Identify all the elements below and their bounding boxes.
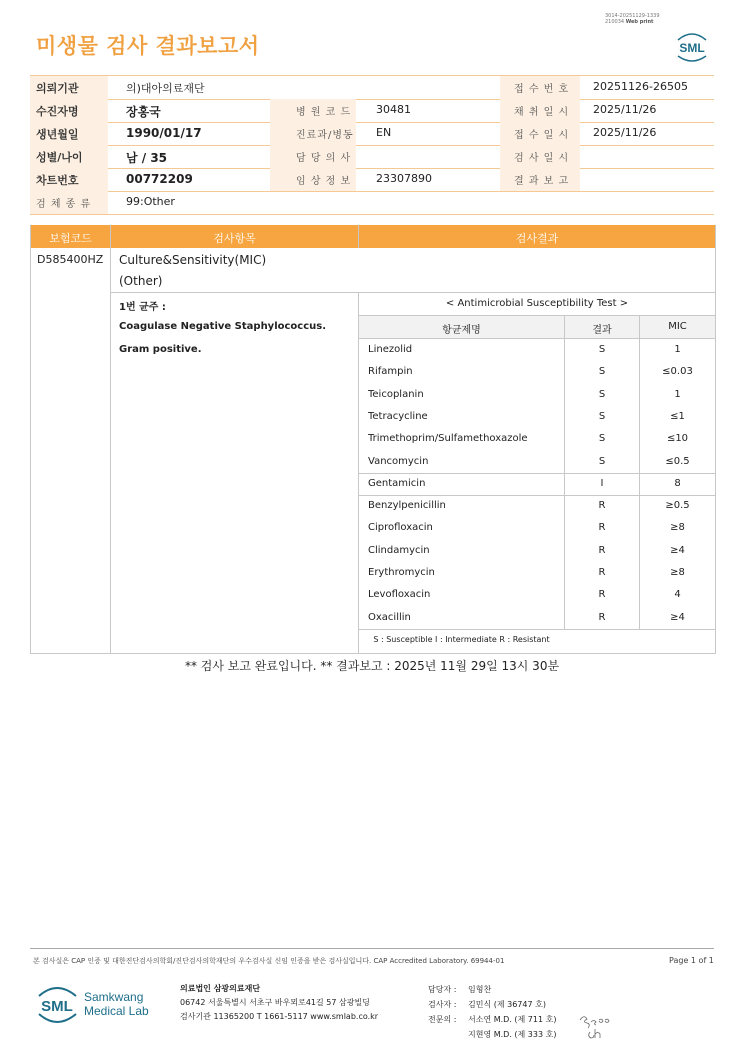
info-v1: 의)대아의료재단 bbox=[126, 82, 205, 95]
print-id: 3014-20251129-1339 210034 Web print bbox=[605, 13, 660, 25]
ast-mic: ≤0.5 bbox=[665, 455, 690, 467]
ast-mic: ≥0.5 bbox=[665, 500, 690, 512]
organism-label: 1번 균주 : bbox=[119, 302, 166, 313]
info-l2: 임 상 정 보 bbox=[296, 176, 352, 187]
info-v1: 남 / 35 bbox=[126, 151, 168, 165]
specimen-label: (Other) bbox=[119, 274, 163, 288]
ast-drug-name: Levofloxacin bbox=[368, 589, 431, 601]
info-v1: 장홍국 bbox=[126, 105, 161, 119]
info-v1: 99:Other bbox=[126, 195, 175, 208]
staff-row bbox=[428, 982, 556, 997]
corp-contact: 검사기관 11365200 T 1661-5117 www.smlab.co.kr bbox=[180, 1012, 379, 1021]
ast-drug-name: Oxacillin bbox=[368, 611, 411, 623]
organism-name: Coagulase Negative Staphylococcus. bbox=[119, 321, 327, 332]
header-insurance-code: 보험코드 bbox=[49, 232, 92, 245]
ast-mic: ≥4 bbox=[670, 544, 685, 556]
ast-mic: 1 bbox=[674, 388, 681, 400]
info-row bbox=[30, 145, 714, 169]
info-l3: 접 수 번 호 bbox=[514, 84, 570, 95]
staff-name: 지현영 M.D. (제 333 호) bbox=[468, 1030, 557, 1039]
staff-row bbox=[428, 997, 556, 1012]
header-test-item: 검사항목 bbox=[213, 232, 256, 245]
info-v3: 20251126-26505 bbox=[593, 80, 688, 93]
ast-mic: 8 bbox=[674, 477, 681, 489]
info-l1: 성별/나이 bbox=[36, 151, 83, 164]
info-l1: 차트번호 bbox=[36, 174, 79, 187]
ast-drug-name: Linezolid bbox=[368, 344, 413, 355]
info-v1: 00772209 bbox=[126, 172, 193, 186]
ast-mic: ≤1 bbox=[670, 410, 685, 422]
staff-row bbox=[428, 1027, 556, 1042]
info-v1: 1990/01/17 bbox=[126, 126, 202, 140]
ast-table bbox=[359, 292, 715, 653]
col-result: 결과 bbox=[592, 325, 612, 336]
insurance-code: D585400HZ bbox=[37, 253, 104, 266]
test-name: Culture&Sensitivity(MIC) bbox=[119, 253, 267, 267]
info-l1: 의뢰기관 bbox=[36, 82, 79, 95]
info-row bbox=[30, 191, 714, 215]
page-number: Page 1 of 1 bbox=[669, 956, 714, 965]
info-l2: 담 당 의 사 bbox=[296, 153, 352, 164]
ast-drug-name: Trimethoprim/Sulfamethoxazole bbox=[368, 433, 528, 445]
info-l3: 채 취 일 시 bbox=[514, 107, 570, 118]
ast-drug-name: Clindamycin bbox=[368, 544, 430, 556]
footer-logo-text: SML bbox=[41, 998, 73, 1015]
ast-result: R bbox=[598, 611, 606, 623]
staff-name: 서소연 M.D. (제 711 호) bbox=[468, 1015, 557, 1024]
ast-mic: ≥4 bbox=[670, 611, 685, 623]
staff-role: 전문의 : bbox=[428, 1015, 457, 1024]
signature-icon bbox=[578, 1010, 614, 1040]
ast-result: R bbox=[598, 544, 606, 556]
info-row bbox=[30, 76, 714, 100]
ast-drug-name: Vancomycin bbox=[368, 455, 429, 467]
info-v2: EN bbox=[376, 126, 392, 139]
staff-row bbox=[428, 1012, 556, 1027]
staff-role: 담당자 : bbox=[428, 985, 457, 994]
ast-drug-name: Gentamicin bbox=[368, 477, 426, 489]
ast-drug-name: Teicoplanin bbox=[368, 388, 424, 400]
corp-address: 06742 서울특별시 서초구 바우뫼로41길 57 삼광빌딩 bbox=[180, 998, 370, 1007]
ast-result: S bbox=[598, 344, 606, 355]
info-l1: 수진자명 bbox=[36, 105, 79, 118]
footer-divider bbox=[30, 948, 714, 949]
report-title: 미생물 검사 결과보고서 bbox=[36, 34, 260, 58]
info-row bbox=[30, 168, 714, 192]
ast-result: R bbox=[598, 567, 606, 578]
ast-drug-name: Benzylpenicillin bbox=[368, 500, 446, 512]
ast-result: S bbox=[598, 366, 606, 378]
ast-drug-name: Ciprofloxacin bbox=[368, 522, 433, 534]
ast-result: I bbox=[600, 477, 604, 489]
ast-mic: ≤10 bbox=[666, 433, 689, 445]
info-v3: 2025/11/26 bbox=[593, 126, 657, 139]
gram-stain: Gram positive. bbox=[119, 344, 202, 355]
info-l3: 검 사 일 시 bbox=[514, 153, 570, 164]
ast-result: S bbox=[598, 388, 606, 400]
ast-mic: ≥8 bbox=[670, 522, 685, 534]
staff-name: 임형찬 bbox=[468, 985, 492, 994]
ast-result: R bbox=[598, 500, 606, 512]
info-l2: 진료과/병동 bbox=[296, 130, 354, 141]
info-v2: 30481 bbox=[376, 103, 411, 116]
header-test-result: 검사결과 bbox=[515, 232, 559, 245]
col-drug: 항균제명 bbox=[442, 325, 481, 336]
info-row bbox=[30, 99, 714, 123]
info-l3: 접 수 일 시 bbox=[514, 130, 570, 141]
sml-logo-icon bbox=[672, 26, 712, 66]
logo-text: SML bbox=[679, 41, 705, 55]
ast-mic: ≤0.03 bbox=[662, 366, 693, 378]
info-row bbox=[30, 122, 714, 146]
corporation-info bbox=[180, 982, 378, 1024]
brand-line1: Samkwang bbox=[84, 990, 144, 1004]
staff-role: 검사자 : bbox=[428, 1000, 457, 1009]
ast-result: S bbox=[598, 410, 606, 422]
completion-notice: ** 검사 보고 완료입니다. ** 결과보고 : 2025년 11월 29일 13시 30분 bbox=[184, 659, 560, 673]
staff-name: 김민식 (제 36747 호) bbox=[468, 1000, 546, 1009]
ast-column-header bbox=[359, 316, 715, 338]
corp-name: 의료법인 삼광의료재단 bbox=[180, 984, 261, 993]
info-v3: 2025/11/26 bbox=[593, 103, 657, 116]
results-table bbox=[30, 225, 716, 654]
ast-mic: 4 bbox=[674, 589, 681, 601]
certification-note: 본 검사실은 CAP 인증 및 대한진단검사의학회/진단검사의학재단의 우수검사실 신임 인증을 받은 검사실입니다. CAP Accredited Laboratory. 69944-01 bbox=[33, 957, 505, 965]
ast-legend: S : Susceptible I : Intermediate R : Resistant bbox=[373, 635, 550, 644]
ast-title: < Antimicrobial Susceptibility Test > bbox=[445, 298, 629, 309]
col-mic: MIC bbox=[668, 321, 687, 332]
ast-mic: ≥8 bbox=[670, 567, 685, 578]
info-l2: 병 원 코 드 bbox=[296, 107, 352, 118]
info-l1: 생년월일 bbox=[36, 128, 79, 141]
staff-list bbox=[428, 982, 556, 1042]
info-v2: 23307890 bbox=[376, 172, 432, 185]
info-l1: 검 체 종 류 bbox=[36, 199, 92, 210]
info-l3: 결 과 보 고 bbox=[514, 176, 570, 187]
ast-result: R bbox=[598, 522, 606, 534]
ast-result: R bbox=[598, 589, 606, 601]
results-table-header bbox=[31, 225, 715, 248]
samkwang-logo-icon bbox=[36, 982, 156, 1026]
ast-result: S bbox=[598, 433, 606, 445]
ast-drug-name: Rifampin bbox=[368, 366, 413, 378]
ast-drug-name: Tetracycline bbox=[368, 410, 428, 422]
ast-mic: 1 bbox=[674, 344, 681, 355]
ast-result: S bbox=[598, 455, 606, 467]
ast-drug-name: Erythromycin bbox=[368, 567, 435, 578]
brand-line2: Medical Lab bbox=[84, 1004, 149, 1018]
